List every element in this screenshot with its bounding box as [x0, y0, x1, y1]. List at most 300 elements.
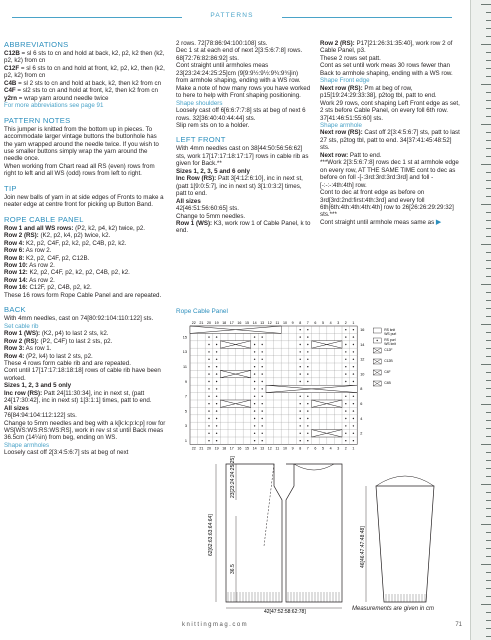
back-neck — [294, 464, 334, 470]
purl-dot — [262, 396, 263, 397]
back-stitch-count: 76[84:94:104:112:122] sts. — [4, 412, 77, 420]
chart-column-number: 8 — [299, 321, 302, 325]
ruler-tick — [486, 92, 491, 93]
purl-dot — [254, 381, 255, 382]
armhole-label: 23[23:24:24:25:25] — [230, 456, 236, 498]
ruler-tick — [486, 596, 491, 597]
ruler-tick — [486, 540, 491, 541]
back-rib-repeat: These 4 rows form cable rib and are repeated. — [4, 359, 131, 367]
chart-column-number: 17 — [229, 321, 234, 325]
chart-column-number: 21 — [199, 321, 204, 325]
ruler-tick — [486, 180, 491, 181]
back-cast-on: With 4mm needles, cast on 74[80:92:104:110:122] sts. — [4, 315, 154, 323]
ruler-tick — [486, 68, 491, 69]
front-edge-line — [264, 464, 274, 546]
sleeve-outline — [376, 486, 434, 602]
ruler-tick — [486, 492, 491, 493]
col3-next-row-2: Next row (RS): Cast off 2[3:4:5:6:7] sts, patt to last 27 sts, p2tog tbl, patt to end. 34[37:41:45:48:52] sts. — [320, 129, 460, 152]
chart-column-number: 15 — [245, 446, 249, 451]
purl-dot — [300, 329, 301, 330]
sleeve-cap — [376, 476, 434, 486]
pattern-notes-heading: PATTERN NOTES — [4, 115, 71, 125]
ruler-tick — [486, 556, 491, 557]
ruler-tick — [486, 436, 491, 437]
column-3 — [320, 40, 460, 226]
rope-row-item: Row 16: C12F, p2, C4B, p2, k2. — [4, 284, 92, 292]
purl-dot — [254, 366, 255, 367]
chart-column-number: 13 — [260, 321, 265, 325]
purl-dot — [307, 329, 308, 330]
col2-all-sizes: All sizes — [176, 197, 201, 205]
shape-armhole-subheading: Shape armhole — [320, 121, 362, 129]
chart-row-number: 5 — [184, 409, 187, 414]
purl-dot — [254, 403, 255, 404]
ruler-tick — [486, 220, 491, 221]
abbreviations-heading: ABBREVIATIONS — [4, 40, 69, 49]
ruler-tick — [486, 500, 491, 501]
purl-dot — [300, 351, 301, 352]
purl-dot — [254, 433, 255, 434]
back-inc-row: Inc row (RS): Patt 24[11:30:34], inc in next st, (patt 24[17:30:42], inc in next st) 1[3:1:1] times, patt to end. — [4, 389, 152, 405]
purl-dot — [300, 359, 301, 360]
back-heading: BACK — [4, 305, 26, 315]
purl-dot — [254, 388, 255, 389]
column-1 — [4, 40, 166, 457]
rope-row-item: Row 12: K2, p2, C4F, p2, k2, p2, C4B, p2, k2. — [4, 269, 130, 277]
legend-label: WS knit — [384, 342, 396, 346]
ruler-tick — [486, 396, 491, 397]
purl-dot — [216, 359, 217, 360]
rope-row-item: Row 6: As row 2. — [4, 247, 52, 255]
purl-dot — [216, 351, 217, 352]
purl-dot — [254, 351, 255, 352]
ribbing-lines — [228, 592, 425, 602]
ruler-tick — [486, 60, 491, 61]
purl-dot — [345, 351, 346, 352]
purl-dot — [262, 359, 263, 360]
chart-row-number: 1 — [184, 439, 187, 443]
purl-dot — [353, 373, 354, 374]
rope-row-item: Row 10: As row 2. — [4, 261, 55, 269]
col2-text-2: Dec 1 st at each end of next 2[3:5:6:7:8] rows. 68[72:76:82:86:92] sts. — [176, 47, 303, 62]
shape-armholes-subheading: Shape armholes — [4, 441, 50, 449]
purl-dot — [208, 425, 209, 426]
back-outline — [286, 464, 342, 602]
ruler-tick — [486, 276, 491, 277]
chart-column-number: 4 — [329, 321, 332, 325]
purl-dot — [345, 433, 346, 434]
purl-dot — [254, 425, 255, 426]
shape-shoulders-subheading: Shape shoulders — [176, 99, 223, 107]
purl-dot — [345, 373, 346, 374]
chart-column-number: 19 — [214, 321, 219, 325]
column-2 — [176, 40, 311, 235]
purl-dot — [216, 403, 217, 404]
ruler-tick — [481, 564, 491, 565]
col2-sizes: Sizes 1, 2, 3, 5 and 6 only — [176, 167, 250, 175]
ruler-tick — [486, 20, 491, 21]
rope-row-item: Row 8: K2, p2, C4F, p2, C12B. — [4, 254, 90, 262]
legend-dot — [377, 340, 378, 341]
ruler-tick — [486, 508, 491, 509]
chart-column-number: 4 — [329, 446, 332, 451]
chart-row-number: 12 — [360, 357, 365, 362]
rope-cable-end: These 16 rows form Rope Cable Panel and are repeated. — [4, 291, 162, 299]
ruler-tick — [486, 292, 491, 293]
width-label: 42[47:52:58:62:78] — [264, 609, 306, 614]
ruler-tick — [481, 444, 491, 445]
shape-front-edge-subheading: Shape Front edge — [320, 77, 370, 85]
rope-row-item: Row 14: As row 2. — [4, 276, 55, 284]
legend-label: C4F — [384, 370, 391, 374]
chart-column-number: 7 — [306, 446, 309, 451]
ruler-tick — [481, 204, 491, 205]
chart-column-number: 18 — [222, 321, 227, 325]
purl-dot — [345, 344, 346, 345]
purl-dot — [300, 381, 301, 382]
ruler-tick — [486, 548, 491, 549]
ruler-tick — [481, 164, 491, 165]
chart-row-number: 9 — [184, 379, 187, 384]
col3-next-row-3: Next row: Patt to end. — [320, 151, 382, 159]
purl-dot — [345, 381, 346, 382]
ruler-tick — [486, 372, 491, 373]
ruler-tick — [486, 156, 491, 157]
chart-column-number: 16 — [237, 321, 242, 325]
chart-row-number: 11 — [183, 365, 187, 369]
abbreviation-item: C4F = sl2 sts to cn and hold at front, k2, then k2 from cn — [4, 87, 158, 95]
purl-dot — [262, 344, 263, 345]
chart-column-number: 3 — [337, 321, 340, 325]
left-front-heading: LEFT FRONT — [176, 135, 226, 145]
legend-label: RS knit — [384, 328, 396, 332]
back-row-item: Row 4: (P2, k4) to last 2 sts, p2. — [4, 352, 93, 360]
chart-column-number: 1 — [352, 446, 355, 451]
chart-column-number: 14 — [252, 321, 257, 325]
ruler-tick — [486, 580, 491, 581]
ruler-tick — [486, 300, 491, 301]
purl-dot — [307, 440, 308, 441]
purl-dot — [262, 425, 263, 426]
page-edge-ruler — [470, 0, 491, 640]
purl-dot — [208, 381, 209, 382]
chart-column-number: 10 — [283, 321, 287, 325]
tip-heading: TIP — [4, 183, 17, 193]
chart-column-number: 9 — [291, 321, 294, 325]
purl-dot — [262, 373, 263, 374]
chart-row-number: 10 — [360, 372, 365, 377]
ruler-tick — [486, 236, 491, 237]
legend-label: C12B — [384, 359, 393, 363]
garment-schematic — [176, 456, 456, 614]
purl-dot — [208, 359, 209, 360]
purl-dot — [345, 396, 346, 397]
purl-dot — [300, 403, 301, 404]
ruler-tick — [481, 124, 491, 125]
ruler-tick — [486, 308, 491, 309]
purl-dot — [208, 366, 209, 367]
col2-text-5: Slip rem sts on to a holder. — [176, 121, 250, 129]
purl-dot — [216, 344, 217, 345]
chart-row-number: 6 — [360, 402, 363, 406]
ruler-tick — [486, 468, 491, 469]
chart-column-number: 7 — [306, 321, 309, 325]
ruler-tick — [486, 620, 491, 621]
purl-dot — [353, 425, 354, 426]
purl-dot — [345, 336, 346, 337]
purl-dot — [262, 403, 263, 404]
back-rib-cont: Cont until 17[17:17:18:18:18] rows of cable rib have been worked. — [4, 367, 161, 382]
ruler-tick — [486, 188, 491, 189]
set-cable-rib-subheading: Set cable rib — [4, 322, 39, 330]
purl-dot — [307, 373, 308, 374]
chart-column-number: 2 — [344, 446, 347, 451]
back-row-item: Row 1 (WS): (K2, p4) to last 2 sts, k2. — [4, 330, 109, 338]
footer-url[interactable]: knittingmag.com — [182, 622, 249, 628]
purl-dot — [216, 425, 217, 426]
purl-dot — [216, 418, 217, 419]
ruler-tick — [486, 380, 491, 381]
purl-dot — [345, 440, 346, 441]
rope-cable-heading: ROPE CABLE PANEL — [4, 214, 84, 224]
purl-dot — [345, 403, 346, 404]
purl-dot — [300, 336, 301, 337]
tip-text: Join new balls of yarn in at side edges of Fronts to make a neater edge at centre front for picking up Button Band. — [4, 193, 164, 209]
purl-dot — [307, 381, 308, 382]
ruler-tick — [486, 268, 491, 269]
purl-dot — [254, 336, 255, 337]
rope-cable-chart — [176, 318, 426, 456]
col3-text-5: Cont to dec at front edge as before on 3rd[3rd:2nd:first:4th:3rd] and every foll 6th[6th:4th:4th:4th:4th] row to 26[26:26:29:29:32] sts.*** — [320, 189, 454, 219]
ruler-tick — [486, 212, 491, 213]
ruler-tick — [486, 12, 491, 13]
col3-text-6: Cont straight until armhole meas same as ▶ — [320, 218, 442, 226]
col2-text-8: Change to 5mm needles. — [176, 212, 246, 220]
purl-dot — [300, 440, 301, 441]
ruler-tick — [486, 316, 491, 317]
ruler-tick — [486, 108, 491, 109]
ruler-tick — [486, 388, 491, 389]
chart-title: Rope Cable Panel — [176, 308, 228, 315]
purl-dot — [307, 425, 308, 426]
purl-dot — [307, 403, 308, 404]
ruler-tick — [481, 404, 491, 405]
col2-text-6: With 4mm needles cast on 38[44:50:56:56:62] sts, work 17[17:17:18:17:17] rows in cable rib as given for Back.** — [176, 145, 309, 168]
purl-dot — [300, 366, 301, 367]
purl-dot — [353, 329, 354, 330]
abbreviations-link[interactable]: For more abbreviations see page 91 — [4, 102, 104, 110]
purl-dot — [216, 440, 217, 441]
legend-label: C12F — [384, 348, 393, 352]
purl-dot — [216, 388, 217, 389]
chart-column-number: 5 — [322, 446, 324, 451]
col2-text-1: 2 rows. 72[78:86:94:100:108] sts. — [176, 40, 268, 47]
purl-dot — [208, 373, 209, 374]
ruler-tick — [486, 588, 491, 589]
chart-column-number: 11 — [275, 321, 280, 325]
measurements-note: Measurements are given in cm — [352, 606, 435, 612]
ruler-tick — [481, 364, 491, 365]
purl-dot — [345, 425, 346, 426]
chart-column-number: 17 — [229, 446, 234, 451]
purl-dot — [262, 336, 263, 337]
chart-column-number: 10 — [283, 446, 287, 451]
purl-dot — [300, 373, 301, 374]
purl-dot — [262, 388, 263, 389]
chart-row-number: 13 — [182, 350, 187, 355]
chart-column-number: 15 — [245, 321, 249, 325]
purl-dot — [216, 336, 217, 337]
purl-dot — [254, 418, 255, 419]
ruler-tick — [486, 428, 491, 429]
abbreviation-item: C12F = sl 6 sts to cn and hold at front, k2, p2, k2, then (k2, p2, k2) from cn — [4, 64, 165, 80]
chart-row-number: 4 — [360, 416, 363, 421]
ruler-tick — [486, 100, 491, 101]
ruler-tick — [486, 516, 491, 517]
purl-dot — [307, 418, 308, 419]
page-number: 71 — [455, 622, 462, 628]
purl-dot — [262, 433, 263, 434]
purl-dot — [216, 410, 217, 411]
continue-arrow-icon: ▶ — [435, 218, 442, 226]
ruler-tick — [481, 324, 491, 325]
purl-dot — [208, 351, 209, 352]
ruler-tick — [486, 116, 491, 117]
chart-row-number: 15 — [182, 335, 187, 340]
ruler-tick — [486, 348, 491, 349]
purl-dot — [208, 403, 209, 404]
legend-label: C4B — [384, 381, 391, 385]
back-armhole-text: Loosely cast off 2[3:4:5:6:7] sts at beg of next — [4, 449, 129, 457]
chart-column-number: 22 — [191, 321, 196, 325]
purl-dot — [353, 418, 354, 419]
chart-row-number: 2 — [360, 431, 363, 436]
purl-dot — [307, 351, 308, 352]
chart-column-number: 13 — [260, 446, 265, 451]
col2-text-4: Loosely cast off 6[6:6:7:7:8] sts at beg of next 6 rows. 32[36:40:40:44:44] sts. — [176, 107, 306, 122]
chart-row-number: 3 — [184, 424, 187, 429]
chart-column-number: 6 — [314, 321, 317, 325]
purl-dot — [208, 410, 209, 411]
chart-row-number: 8 — [360, 387, 363, 392]
ruler-tick — [486, 252, 491, 253]
purl-dot — [262, 410, 263, 411]
purl-dot — [208, 396, 209, 397]
col2-text-7: 42[46:51:56:60:65] sts. — [176, 205, 239, 213]
purl-dot — [307, 433, 308, 434]
purl-dot — [345, 418, 346, 419]
purl-dot — [345, 410, 346, 411]
ruler-tick — [486, 476, 491, 477]
chart-column-number: 6 — [314, 446, 317, 451]
purl-dot — [208, 336, 209, 337]
purl-dot — [254, 344, 255, 345]
purl-dot — [345, 329, 346, 330]
ruler-tick — [481, 44, 491, 45]
purl-dot — [254, 410, 255, 411]
ruler-tick — [481, 604, 491, 605]
purl-dot — [262, 440, 263, 441]
ruler-tick — [486, 132, 491, 133]
purl-dot — [300, 410, 301, 411]
chart-column-number: 1 — [352, 321, 355, 325]
ruler-tick — [486, 532, 491, 533]
chart-row-number: 7 — [184, 394, 187, 399]
abbreviations-list — [4, 50, 166, 102]
chart-column-number: 18 — [222, 446, 227, 451]
col3-text-2: Cont as set until work meas 30 rows fewer than Back to armhole shaping, ending with a WS row. — [320, 62, 453, 77]
purl-dot — [216, 366, 217, 367]
purl-dot — [353, 344, 354, 345]
ruler-tick — [486, 148, 491, 149]
purl-dot — [208, 440, 209, 441]
body-label: 36.5 — [230, 564, 236, 574]
chart-column-number: 8 — [299, 446, 302, 451]
header-rule-left — [12, 17, 182, 18]
chart-column-number: 2 — [344, 321, 347, 325]
chart-column-number: 16 — [237, 446, 242, 451]
ruler-tick — [486, 260, 491, 261]
rope-row-item: Row 2 (RS): (K2, p2, k4, p2) twice, k2. — [4, 232, 111, 240]
ruler-tick — [486, 572, 491, 573]
purl-dot — [300, 418, 301, 419]
purl-dot — [262, 366, 263, 367]
purl-dot — [300, 433, 301, 434]
col3-text-3: Work 29 rows, cont shaping Left Front edge as set, 2 sts before Cable Panel, on every foll 6th row. 37[41:46:51:55:60] sts. — [320, 99, 460, 122]
purl-dot — [300, 344, 301, 345]
back-needles: Change to 5mm needles and beg with a k[k:k:p:k:p] row for WS[WS:WS:RS:WS:RS], work in rev st st until Back meas 36.5cm (14¼in) from beg, ending on WS. — [4, 419, 166, 442]
ruler-tick — [486, 36, 491, 37]
chart-row-number: 16 — [360, 328, 365, 332]
purl-dot — [254, 396, 255, 397]
purl-dot — [254, 373, 255, 374]
section-label: PATTERNS — [210, 12, 254, 19]
ruler-tick — [486, 76, 491, 77]
back-row-item: Row 2 (RS): (P2, C4F) to last 2 sts, p2. — [4, 337, 113, 345]
purl-dot — [307, 396, 308, 397]
ruler-tick — [486, 628, 491, 629]
back-row-item: Row 3: As row 1. — [4, 345, 52, 353]
ruler-tick — [481, 484, 491, 485]
col2-text-3: Cont straight until armholes meas 23[23:24:24:25:25]cm (9[9:9½:9½:9¾:9¾]in) from armhole shaping, ending with a WS row. Make a note of how many rows you have worked to here to help with Front shaping positioning. — [176, 62, 311, 100]
purl-dot — [345, 366, 346, 367]
purl-dot — [254, 359, 255, 360]
chart-column-number: 12 — [267, 321, 272, 325]
ruler-tick — [481, 524, 491, 525]
sleeve-label: 46[46:47:47:48:48] — [360, 526, 366, 568]
chart-column-number: 12 — [267, 446, 272, 451]
ruler-tick — [486, 460, 491, 461]
rope-row-item: Row 1 and all WS rows: (P2, k2, p4, k2) twice, p2. — [4, 224, 145, 232]
rope-cable-rows — [4, 225, 166, 292]
purl-dot — [353, 440, 354, 441]
purl-dot — [353, 410, 354, 411]
abbreviation-item: C4B = sl 2 sts to cn and hold at back, k2, then k2 from cn — [4, 79, 162, 87]
chart-column-number: 5 — [322, 321, 324, 325]
purl-dot — [345, 359, 346, 360]
chart-row-number: 14 — [360, 342, 365, 347]
chart-column-number: 21 — [199, 446, 204, 451]
purl-dot — [307, 359, 308, 360]
purl-dot — [353, 351, 354, 352]
pattern-notes-text: This jumper is knitted from the bottom up in pieces. To accommodate larger vintage buttons the buttonhole has the yarn wrapped around the needle twice. If you wish to use smaller buttons simply wrap the yarn around the needle once. — [4, 125, 159, 163]
purl-dot — [353, 336, 354, 337]
back-all-sizes: All sizes — [4, 404, 29, 412]
purl-dot — [216, 373, 217, 374]
purl-dot — [353, 433, 354, 434]
ruler-tick — [481, 4, 491, 5]
purl-dot — [208, 433, 209, 434]
